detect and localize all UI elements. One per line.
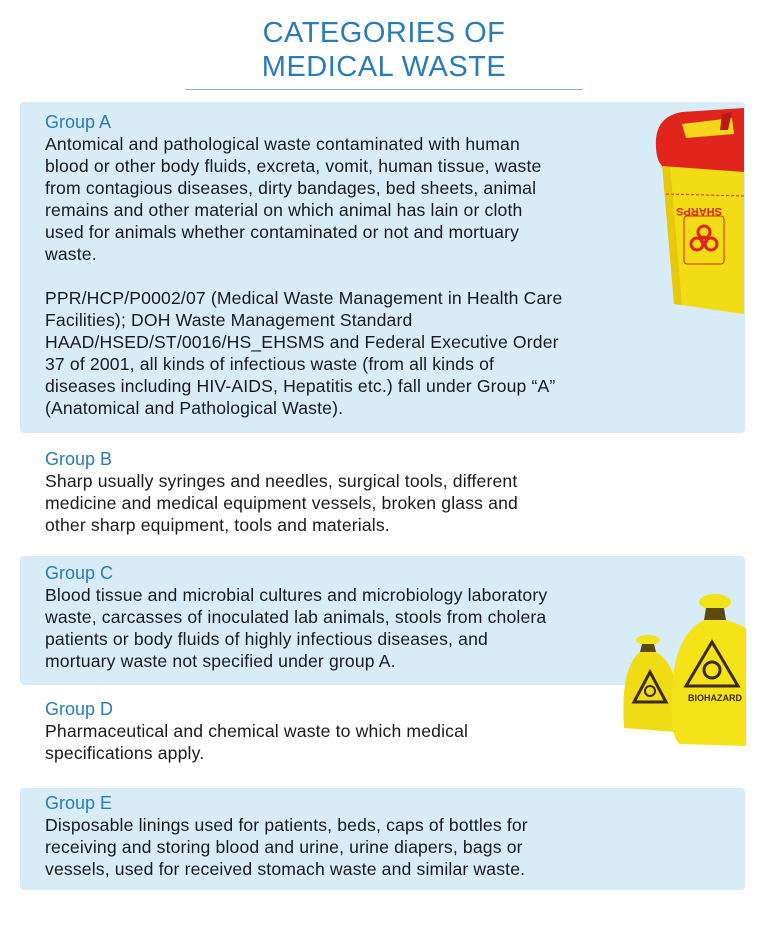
group-b: Group B Sharp usually syringes and needles, surgical tools, different medicine and medical equipment vessels, broken glass and other sharp equipment, tools and materials. <box>45 449 518 535</box>
group-heading: Group B <box>45 449 113 469</box>
page-title: CATEGORIES OF MEDICAL WASTE <box>261 17 507 83</box>
group-d: Group D Pharmaceutical and chemical waste to which medical specifications apply. <box>45 699 469 763</box>
group-heading: Group D <box>45 699 114 719</box>
group-c: Group C Blood tissue and microbial cultures and microbiology laboratory waste, carcasses of inoculated lab animals, stools from cholera patients or body fluids of highly infectious diseases, and mortuary waste not specified under group A. <box>45 563 548 671</box>
sharps-label: SHARPS <box>676 205 722 217</box>
biohazard-bags-image <box>620 588 746 748</box>
group-heading: Group A <box>45 112 112 132</box>
group-heading: Group E <box>45 793 113 813</box>
group-heading: Group C <box>45 563 114 583</box>
title-divider <box>185 89 583 90</box>
group-a: Group A Antomical and pathological waste contaminated with human blood or other body fluids, excreta, vomit, human tissue, waste from contagious diseases, dirty bandages, bed sheets, animal remains and other material on which animal has lain or cloth used for animals whether contaminated or not and mortuary waste. PPR/HCP/P0002/07 (Medical Waste Management in Health Care Facilities); DOH Waste Management Standard HAAD/HSED/ST/0016/HS_EHSMS and Federal Executive Order 37 of 2001, all kinds of infectious waste (from all kinds of diseases including HIV-AIDS, Hepatitis etc.) fall under Group “A” (Anatomical and Pathological Waste). <box>45 112 563 418</box>
bag-label: BIOHAZARD <box>688 693 742 703</box>
sharps-container-image <box>652 104 748 316</box>
group-e: Group E Disposable linings used for patients, beds, caps of bottles for receiving and storing blood and urine, urine diapers, bags or vessels, used for received stomach waste and similar waste. <box>45 793 528 879</box>
